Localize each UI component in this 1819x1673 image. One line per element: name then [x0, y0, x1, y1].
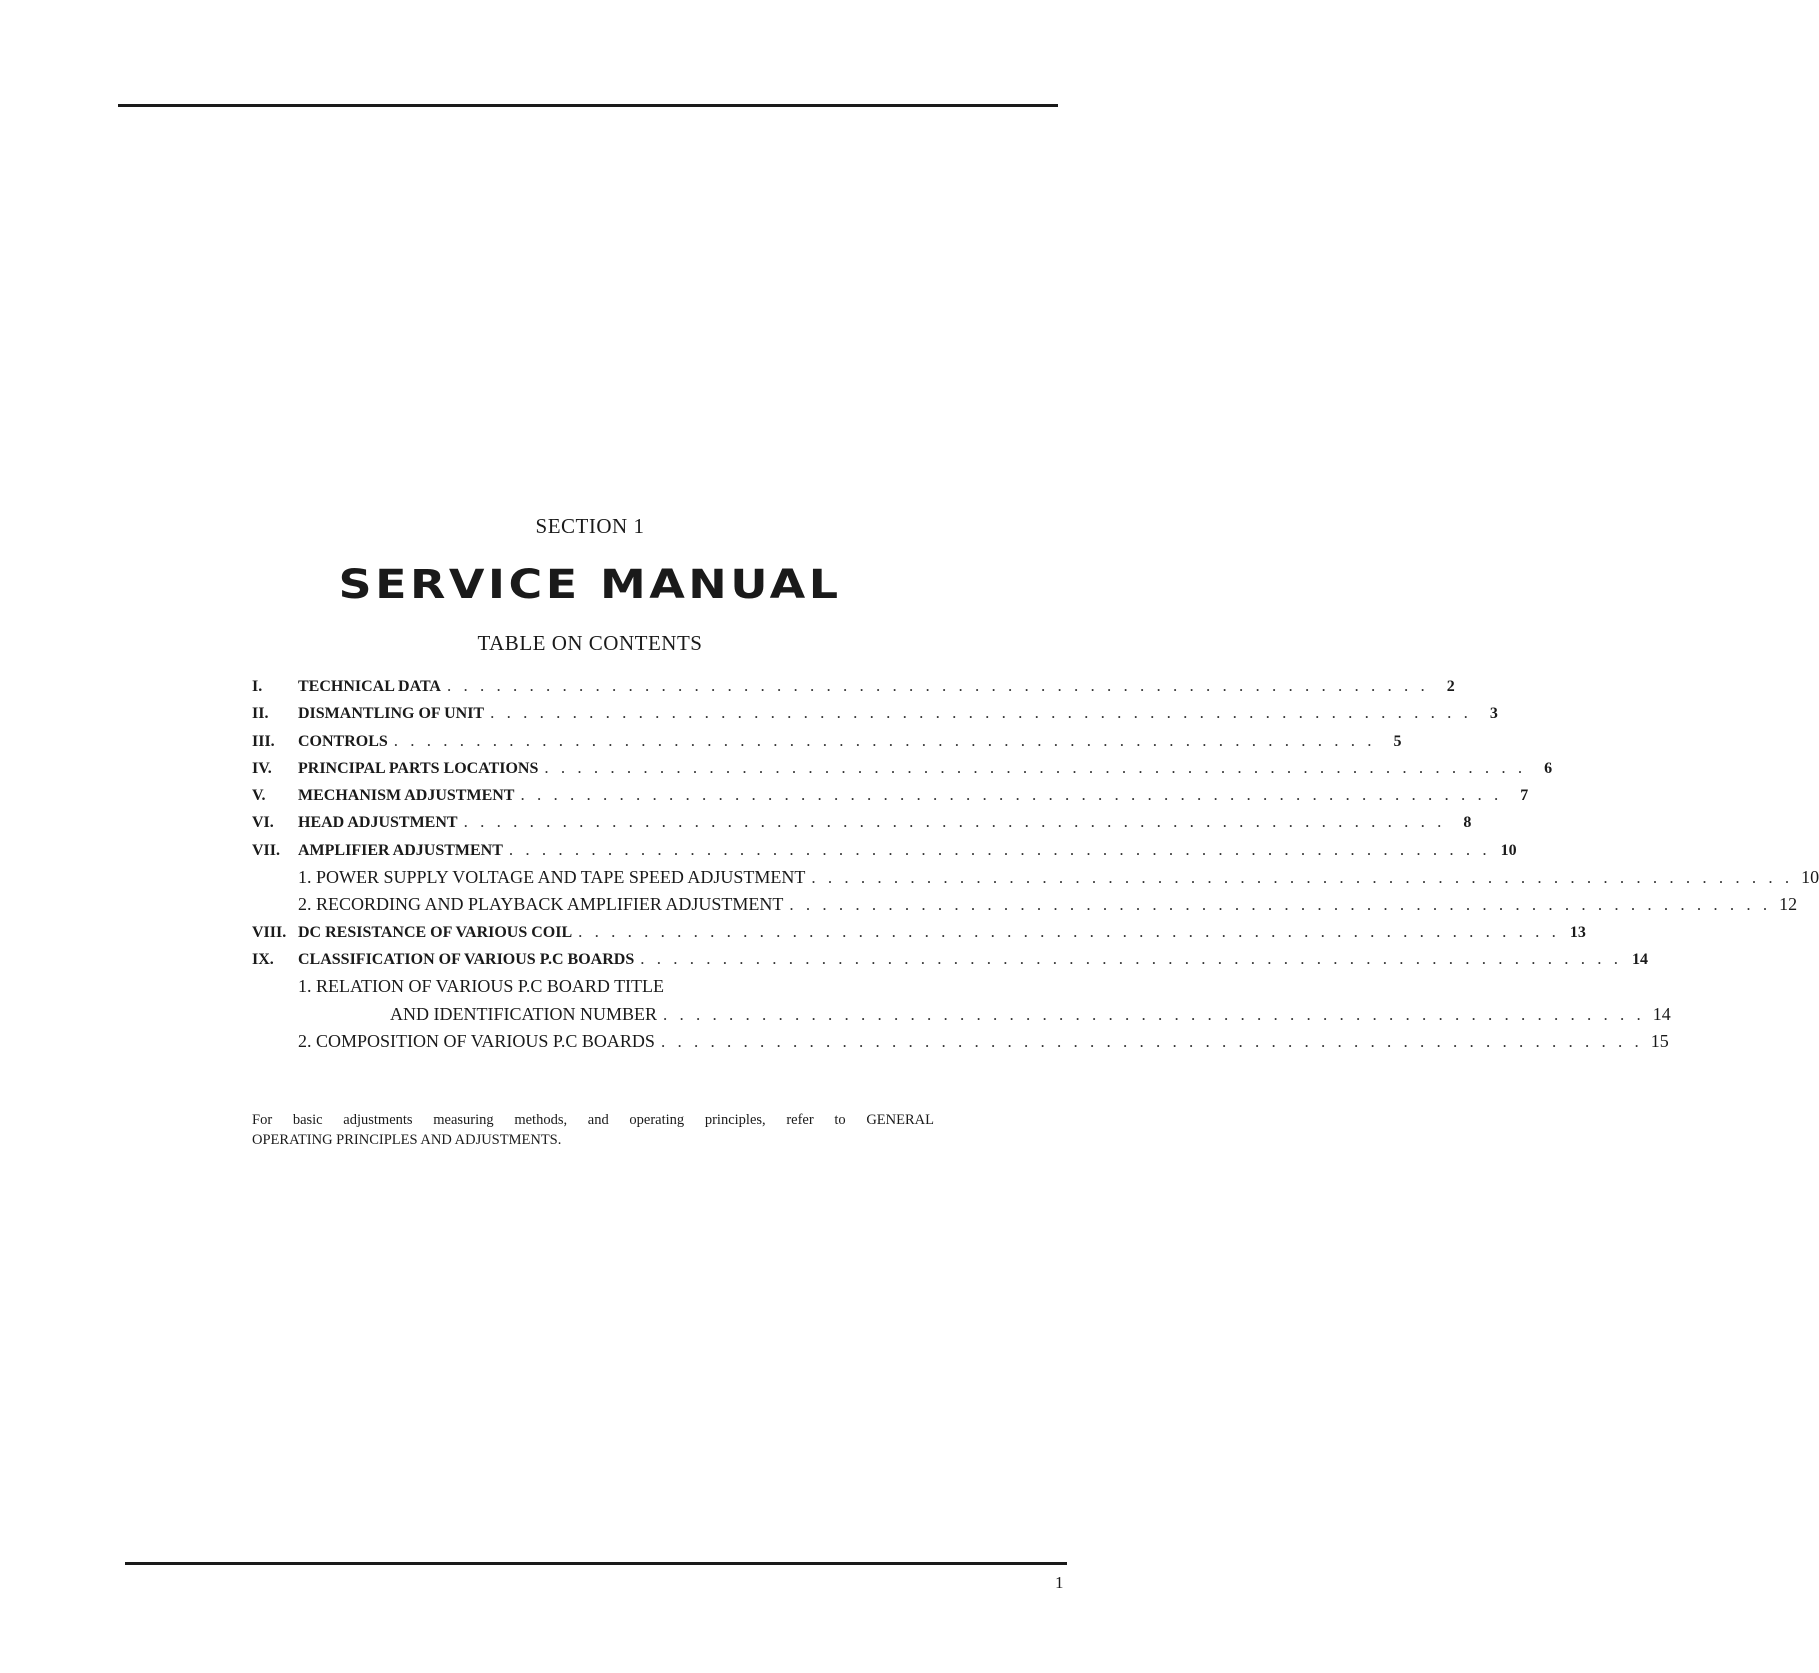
toc-entry-page: 7	[1520, 787, 1529, 805]
toc-entry-page: 12	[1779, 894, 1798, 915]
footnote	[252, 1110, 934, 1150]
toc-entry	[252, 1030, 1669, 1057]
toc-leader-dots: . . . . . . . . . . . . . . . . . . . . . . . . . . . . . . . . . . . . . . . . . . . . . . . . . . . . . . . . . . . .	[640, 948, 1622, 968]
toc-entry	[252, 1003, 1671, 1030]
toc-entry-page: 13	[1569, 923, 1586, 941]
toc-leader-dots: . . . . . . . . . . . . . . . . . . . . . . . . . . . . . . . . . . . . . . . . . . . . . . . . . . . . . . . . . . . .	[660, 1031, 1643, 1051]
bottom-rule	[125, 1562, 1067, 1565]
footnote-line-2: OPERATING PRINCIPLES AND ADJUSTMENTS.	[252, 1132, 562, 1148]
toc-entry	[252, 811, 1472, 838]
toc-entry	[252, 730, 1402, 757]
toc-entry-page: 8	[1463, 814, 1472, 832]
toc-entry	[252, 866, 1819, 893]
toc-entry-page: 14	[1631, 950, 1648, 968]
toc-entry-title: 2. COMPOSITION OF VARIOUS P.C BOARDS	[298, 1030, 661, 1052]
toc-entry-title: HEAD ADJUSTMENT	[298, 812, 464, 834]
toc-entry	[252, 675, 1455, 702]
toc-entry-page: 10	[1801, 867, 1819, 888]
toc-entry-title: TECHNICAL DATA	[298, 676, 447, 698]
top-rule	[118, 104, 1058, 107]
toc-leader-dots: . . . . . . . . . . . . . . . . . . . . . . . . . . . . . . . . . . . . . . . . . . . . . . . . . . . . . . . . . . . .	[789, 895, 1772, 915]
toc-entry-page: 2	[1446, 678, 1455, 695]
toc-heading: TABLE ON CONTENTS	[477, 631, 703, 655]
toc-leader-dots: . . . . . . . . . . . . . . . . . . . . . . . . . . . . . . . . . . . . . . . . . . . . . . . . . . . . . . . . . . . .	[663, 1004, 1645, 1024]
toc-leader-dots: . . . . . . . . . . . . . . . . . . . . . . . . . . . . . . . . . . . . . . . . . . . . . . . . . . . . . . . . . . . .	[811, 868, 1794, 888]
toc-entry-page: 5	[1393, 732, 1402, 750]
toc-entry-page: 3	[1489, 705, 1498, 723]
toc-entry	[252, 839, 1517, 866]
toc-entry-number: IV.	[252, 759, 272, 777]
toc-leader-dots: . . . . . . . . . . . . . . . . . . . . . . . . . . . . . . . . . . . . . . . . . . . . . . . . . . . . . . . . . . . .	[393, 730, 1376, 750]
toc-leader-dots: . . . . . . . . . . . . . . . . . . . . . . . . . . . . . . . . . . . . . . . . . . . . . . . . . . . . . . . . . . . .	[446, 676, 1429, 695]
footnote-line-1: For basic adjustments measuring methods, and operating principles, refer to GENERAL	[252, 1112, 934, 1128]
toc-entry-title: 1. POWER SUPPLY VOLTAGE AND TAPE SPEED ADJUSTMENT	[298, 866, 811, 888]
toc-entry-title: DC RESISTANCE OF VARIOUS COIL	[298, 922, 578, 944]
toc-entry-number: VIII.	[252, 923, 287, 941]
toc-leader-dots: . . . . . . . . . . . . . . . . . . . . . . . . . . . . . . . . . . . . . . . . . . . . . . . . . . . . . . . . . . . .	[490, 703, 1472, 723]
toc-leader-dots: . . . . . . . . . . . . . . . . . . . . . . . . . . . . . . . . . . . . . . . . . . . . . . . . . . . . . . . . . . . .	[508, 839, 1491, 859]
toc-entry	[252, 921, 1586, 948]
toc-entry-number: III.	[252, 732, 275, 750]
table-of-contents	[252, 675, 1819, 1057]
toc-entry-title: CLASSIFICATION OF VARIOUS P.C BOARDS	[298, 949, 640, 971]
toc-entry	[252, 702, 1498, 729]
toc-leader-dots: . . . . . . . . . . . . . . . . . . . . . . . . . . . . . . . . . . . . . . . . . . . . . . . . . . . . . . . . . . . .	[578, 921, 1560, 941]
toc-entry-number: VI.	[252, 814, 274, 832]
toc-entry-number: VII.	[252, 841, 281, 859]
toc-entry-title: AMPLIFIER ADJUSTMENT	[298, 840, 509, 862]
toc-entry	[252, 757, 1553, 784]
toc-entry-title: DISMANTLING OF UNIT	[298, 703, 490, 725]
section-label: SECTION 1	[535, 514, 645, 538]
toc-entry	[252, 893, 1798, 920]
toc-entry-title: AND IDENTIFICATION NUMBER	[390, 1003, 663, 1025]
toc-entry-page: 6	[1544, 759, 1553, 777]
toc-entry-number: II.	[252, 705, 269, 723]
toc-entry-title: CONTROLS	[298, 731, 394, 753]
toc-entry-number: IX.	[252, 950, 274, 968]
toc-entry-title: 1. RELATION OF VARIOUS P.C BOARD TITLE	[298, 975, 670, 997]
toc-entry-title: 2. RECORDING AND PLAYBACK AMPLIFIER ADJUSTMENT	[298, 893, 789, 915]
toc-entry-number: I.	[252, 678, 263, 695]
toc-entry-page: 15	[1650, 1030, 1669, 1051]
toc-entry	[252, 948, 1648, 975]
toc-entry-title: MECHANISM ADJUSTMENT	[298, 785, 520, 807]
toc-leader-dots: . . . . . . . . . . . . . . . . . . . . . . . . . . . . . . . . . . . . . . . . . . . . . . . . . . . . . . . . . . . .	[544, 757, 1527, 777]
toc-leader-dots: . . . . . . . . . . . . . . . . . . . . . . . . . . . . . . . . . . . . . . . . . . . . . . . . . . . . . . . . . . . .	[463, 812, 1446, 832]
toc-entry-page: 14	[1652, 1003, 1671, 1024]
page-title: SERVICE MANUAL	[338, 562, 842, 608]
toc-entry-page: 10	[1500, 841, 1517, 859]
toc-leader-dots: . . . . . . . . . . . . . . . . . . . . . . . . . . . . . . . . . . . . . . . . . . . . . . . . . . . . . . . . . . . .	[520, 785, 1503, 805]
toc-entry	[252, 784, 1529, 811]
page-number: 1	[1055, 1573, 1064, 1592]
toc-entry-title: PRINCIPAL PARTS LOCATIONS	[298, 758, 544, 780]
toc-entry	[252, 975, 932, 1002]
toc-entry-number: V.	[252, 787, 266, 805]
